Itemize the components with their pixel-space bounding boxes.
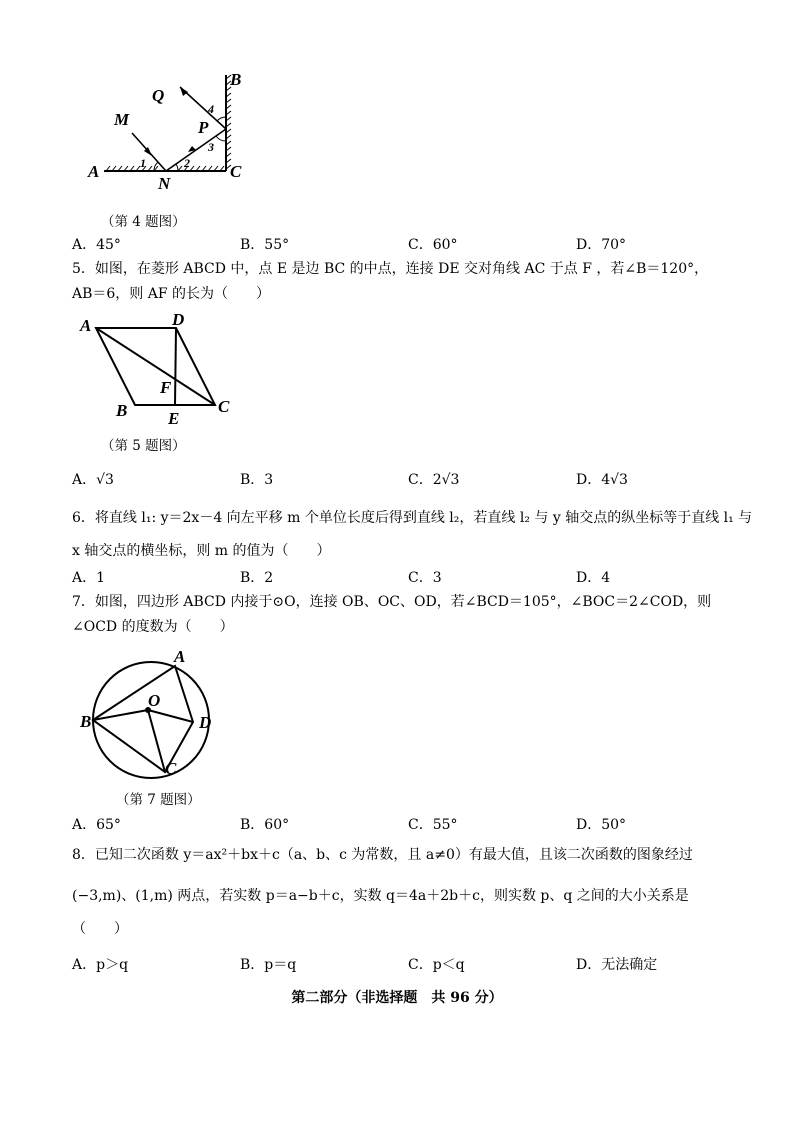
fig5-label-A: A (80, 316, 92, 335)
q8-stem-line3: （ ） (72, 921, 128, 937)
fig5-caption: （第 5 题图） (101, 438, 186, 454)
fig4-label-3: 3 (208, 140, 214, 154)
q4-option-b: B．55° (240, 237, 290, 253)
fig7-label-A: A (174, 647, 186, 666)
fig4-label-M: M (114, 110, 130, 129)
figure-4 (80, 65, 260, 190)
q6-stem-line1: 6．将直线 l₁: y＝2x－4 向左平移 m 个单位长度后得到直线 l₂，若直线 l₂ 与 y 轴交点的纵坐标等于直线 l₁ 与 (72, 510, 753, 526)
fig5-label-F: F (160, 378, 172, 397)
q6-stem-line2: x 轴交点的横坐标，则 m 的值为（ ） (72, 543, 331, 559)
q7-option-c: C．55° (408, 817, 458, 833)
q6-option-c: C．3 (408, 570, 442, 586)
q8-option-c: C．p＜q (408, 957, 465, 973)
fig5-label-C: C (218, 397, 230, 416)
fig5-label-D: D (172, 310, 185, 329)
q5-option-a: A．√3 (72, 472, 114, 488)
figure-7 (72, 642, 227, 782)
q5-stem-line1: 5．如图，在菱形 ABCD 中，点 E 是边 BC 的中点，连接 DE 交对角线 AC 于点 F ，若∠B＝120°， (72, 261, 709, 277)
fig4-caption: （第 4 题图） (101, 214, 186, 230)
fig7-label-D: D (199, 713, 212, 732)
q4-option-c: C．60° (408, 237, 458, 253)
figure-5 (70, 306, 245, 431)
q5-option-d: D．4√3 (576, 472, 628, 488)
q6-option-a: A．1 (72, 570, 106, 586)
q8-option-b: B．p＝q (240, 957, 297, 973)
fig4-label-4: 4 (208, 102, 214, 116)
q7-option-d: D．50° (576, 817, 627, 833)
fig4-label-1: 1 (140, 156, 146, 170)
fig4-label-2: 2 (184, 156, 190, 170)
q5-option-b: B．3 (240, 472, 274, 488)
q7-option-a: A．65° (72, 817, 121, 833)
q8-option-a: A．p＞q (72, 957, 129, 973)
fig4-label-N: N (158, 174, 171, 190)
fig5-label-E: E (168, 409, 180, 428)
fig7-label-C: C (165, 759, 177, 778)
q7-stem-line2: ∠OCD 的度数为（ ） (72, 619, 234, 635)
q8-stem-line2: (−3,m)、(1,m) 两点，若实数 p＝a−b＋c，实数 q＝4a＋2b＋c，则实数 p、q 之间的大小关系是 (72, 888, 689, 904)
fig4-label-P: P (198, 118, 209, 137)
q7-stem-line1: 7．如图，四边形 ABCD 内接于⊙O，连接 OB、OC、OD，若∠BCD＝105°，∠BOC＝2∠COD，则 (72, 594, 712, 610)
q8-stem-line1: 8．已知二次函数 y＝ax²＋bx＋c（a、b、c 为常数，且 a≠0）有最大值，且该二次函数的图象经过 (72, 847, 693, 863)
q7-option-b: B．60° (240, 817, 290, 833)
fig7-label-B: B (80, 712, 92, 731)
fig4-label-A: A (88, 162, 100, 181)
q8-option-d: D．无法确定 (576, 957, 658, 973)
q6-option-d: D．4 (576, 570, 611, 586)
q5-stem-line2: AB＝6，则 AF 的长为（ ） (72, 286, 271, 302)
fig7-caption: （第 7 题图） (116, 792, 201, 808)
section-title: 第二部分（非选择题 共 96 分） (291, 990, 503, 1006)
fig5-label-B: B (116, 401, 128, 420)
fig4-label-Q: Q (152, 86, 165, 105)
fig7-label-O: O (148, 691, 161, 710)
q6-option-b: B．2 (240, 570, 274, 586)
q5-option-c: C．2√3 (408, 472, 460, 488)
q4-option-d: D．70° (576, 237, 627, 253)
q4-option-a: A．45° (72, 237, 121, 253)
fig4-label-C: C (230, 162, 242, 181)
fig4-label-B: B (230, 70, 242, 89)
